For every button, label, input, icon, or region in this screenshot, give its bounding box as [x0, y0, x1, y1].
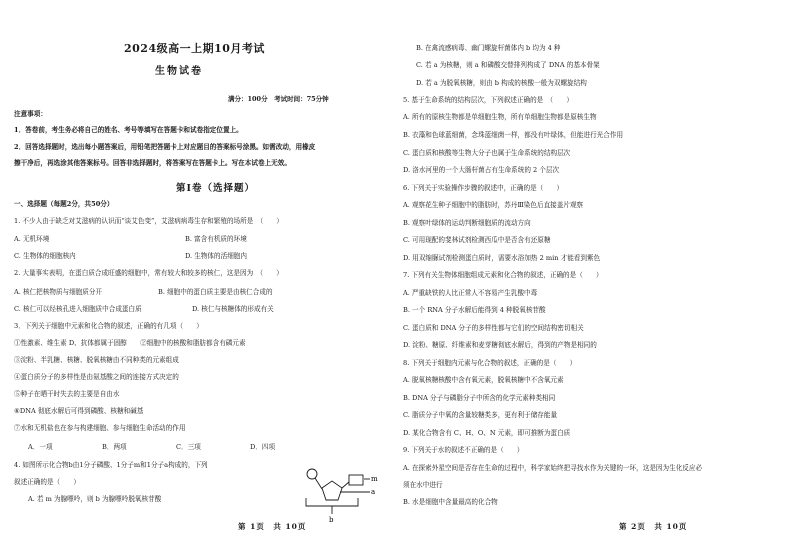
q4-stem-line-2: 叙述正确的是（ ）: [14, 478, 80, 486]
q9-option-a-line-2: 须在水中进行: [403, 481, 443, 489]
q6-option-c: C. 可用现配的斐林试剂检测西瓜中是否含有还原糖: [403, 236, 551, 244]
note-1: 1．答卷前，考生务必将自己的姓名、考号等填写在答题卡和试卷指定位置上。: [14, 126, 243, 134]
section-intro: 一、选择题（每题2分，共50分）: [14, 200, 114, 208]
b-bracket: [306, 498, 358, 506]
sugar-pentagon: [322, 481, 342, 500]
q1-stem: 1. 不少人由于缺乏对艾滋病的认识而“谈艾色变”，艾滋病病毒生存和繁殖的场所是 （ ）: [14, 217, 283, 225]
phosphate-circle: [307, 469, 317, 479]
q7-option-d: D. 淀粉、糖原、纤维素和麦芽糖彻底水解后，得到的产物是相同的: [403, 341, 597, 349]
label-a: a: [371, 488, 376, 496]
label-b: b: [329, 516, 334, 524]
q7-stem: 7. 下列有关生物体细胞组成元素和化合物的叙述，正确的是（ ）: [403, 271, 603, 279]
exam-subtitle: 生物试卷: [155, 66, 203, 77]
q3-statement-1-2: ①性激素、维生素 D、抗体都属于固醇 ②细胞中的核酸和脂肪都含有磷元素: [14, 339, 246, 347]
q9-option-a-line-1: A. 在探索外星空间是否存在生命的过程中，科学家始终把寻找水作为关键的一环，这是因为生化反应必: [403, 464, 703, 472]
q5-option-a: A. 所有的原核生物都是单细胞生物，所有单细胞生物都是原核生物: [403, 113, 597, 121]
q1-option-a: A. 无机环境: [14, 235, 50, 243]
nucleotide-figure: [298, 466, 378, 524]
exam-meta: 满分：100分 考试时间：75分钟: [228, 95, 329, 103]
q5-option-c: C. 蛋白质和核酸等生物大分子也属于生命系统的结构层次: [403, 149, 571, 157]
q6-option-d: D. 用双缩脲试剂检测蛋白质时，需要水浴加热 2 min 才能看到紫色: [403, 254, 601, 262]
q8-option-a: A. 脱氧核糖核酸中含有氧元素，脱氧核糖中不含氧元素: [403, 376, 564, 384]
q5-option-b: B. 衣藻和色球蓝细菌，念珠蓝细菌一样，都没有叶绿体，但能进行光合作用: [403, 131, 624, 139]
q8-option-c: C. 脂质分子中氧的含量较糖类多，更有利于储存能量: [403, 411, 558, 419]
q4-option-c: C. 若 a 为核糖，则 a 和磷酸交替排列构成了 DNA 的基本骨架: [416, 61, 600, 69]
q1-option-c: C. 生物体的细胞核内: [14, 252, 76, 260]
q7-option-b: B. 一个 RNA 分子水解后能得到 4 种脱氧核苷酸: [403, 306, 546, 314]
q3-statement-7: ⑦水和无机盐也在参与构建细胞、参与细胞生命活动的作用: [14, 424, 186, 432]
right-column: [397, 0, 794, 553]
note-3: 擦干净后，再选涂其他答案标号。回答非选择题时，将答案写在答题卡上。写在本试卷上无效。: [14, 159, 291, 167]
section-title: 第Ⅰ卷（选择题）: [176, 183, 255, 194]
footer-left: 第 1页 共 10页: [238, 522, 307, 531]
exam-title: 2024级高一上期10月考试: [124, 42, 265, 55]
q5-option-d: D. 洛水河里的一个大肠杆菌占有生命系统的 2 个层次: [403, 166, 560, 174]
q3-statement-3: ③淀粉、半乳糖、核糖、脱氧核糖由不同种类的元素组成: [14, 356, 179, 364]
phosphate-bond-line: [315, 478, 322, 489]
q4-stem-line-1: 4. 如图所示化合物b由1分子磷酸、1分子m和1分子a构成的，下列: [14, 461, 208, 469]
q4-option-d: D. 若 a 为脱氧核糖，则由 b 构成的核酸一般为双螺旋结构: [416, 79, 587, 87]
q4-option-a: A. 若 m 为腺嘌呤，则 b 为腺嘌呤脱氧核苷酸: [28, 495, 162, 503]
q3-statement-4: ④蛋白质分子的多样性是由氨基酸之间的连接方式决定的: [14, 373, 179, 381]
q2-option-c: C. 核仁可以经核孔进入细胞质中合成蛋白质: [14, 305, 142, 313]
q6-option-b: B. 观察叶绿体的运动判断细胞质的流动方向: [403, 219, 531, 227]
q5-stem: 5. 基于生命系统的结构层次，下列叙述正确的是 （ ）: [403, 96, 573, 104]
base-bond-line: [342, 482, 349, 488]
notes-heading: 注意事项：: [14, 110, 47, 118]
q8-stem: 8. 下列关于细胞内元素与化合物的叙述，正确的是（ ）: [403, 359, 577, 367]
q2-option-a: A. 核仁把核物质与细胞质分开: [14, 288, 103, 296]
q7-option-a: A. 严重缺铁的人比正常人不容易产生乳酸中毒: [403, 289, 538, 297]
q6-stem: 6. 下列关于实验操作步骤的叙述中，正确的是（ ）: [403, 184, 564, 192]
q8-option-d: D. 某化合物含有 C、H、O、N 元素，即可推断为蛋白质: [403, 429, 571, 437]
q3-stem: 3．下列关于细胞中元素和化合物的叙述，正确的有几项（ ）: [14, 322, 203, 330]
q4-option-b: B. 在禽流感病毒、幽门螺旋杆菌体内 b 均为 4 种: [416, 44, 561, 52]
q3-statement-5: ⑤种子在晒干时失去的主要是自由水: [14, 390, 120, 398]
note-2: 2．回答选择题时，选出每小题答案后，用铅笔把答题卡上对应题目的答案标号涂黑。如需改动，用橡皮: [14, 143, 316, 151]
q8-option-b: B. DNA 分子与磷脂分子中所含的化学元素种类相同: [403, 394, 556, 402]
q3-option-a: A．一项: [28, 443, 53, 451]
q1-option-d: D. 生物体的活细胞内: [185, 252, 247, 260]
q2-option-d: D. 核仁与核糖体的形成有关: [192, 305, 274, 313]
q6-option-a: A. 观察花生种子细胞中的脂肪时，苏丹Ⅲ染色后直接盖片观察: [403, 201, 584, 209]
q2-option-b: B. 细胞中的蛋白质主要是由核仁合成的: [158, 288, 273, 296]
base-rectangle: [349, 475, 363, 485]
q3-statement-6: ⑥DNA 彻底水解后可得到磷酸、核糖和碱基: [14, 407, 144, 415]
q3-option-d: D．四项: [250, 443, 276, 451]
footer-right: 第 2页 共 10页: [619, 522, 688, 531]
q7-option-c: C. 蛋白质和 DNA 分子的多样性都与它们的空间结构密切相关: [403, 324, 584, 332]
label-m: m: [371, 475, 378, 483]
q2-stem: 2. 大量事实表明，在蛋白质合成旺盛的细胞中，常有较大和较多的核仁，这是因为 （ ）: [14, 269, 283, 277]
q9-option-b: B. 水是细胞中含量最高的化合物: [403, 498, 498, 506]
q1-option-b: B. 富含有机质的环境: [185, 235, 247, 243]
q9-stem: 9. 下列关于水的叙述不正确的是（ ）: [403, 446, 524, 454]
q3-option-b: B．两项: [102, 443, 127, 451]
q3-option-c: C．三项: [176, 443, 201, 451]
